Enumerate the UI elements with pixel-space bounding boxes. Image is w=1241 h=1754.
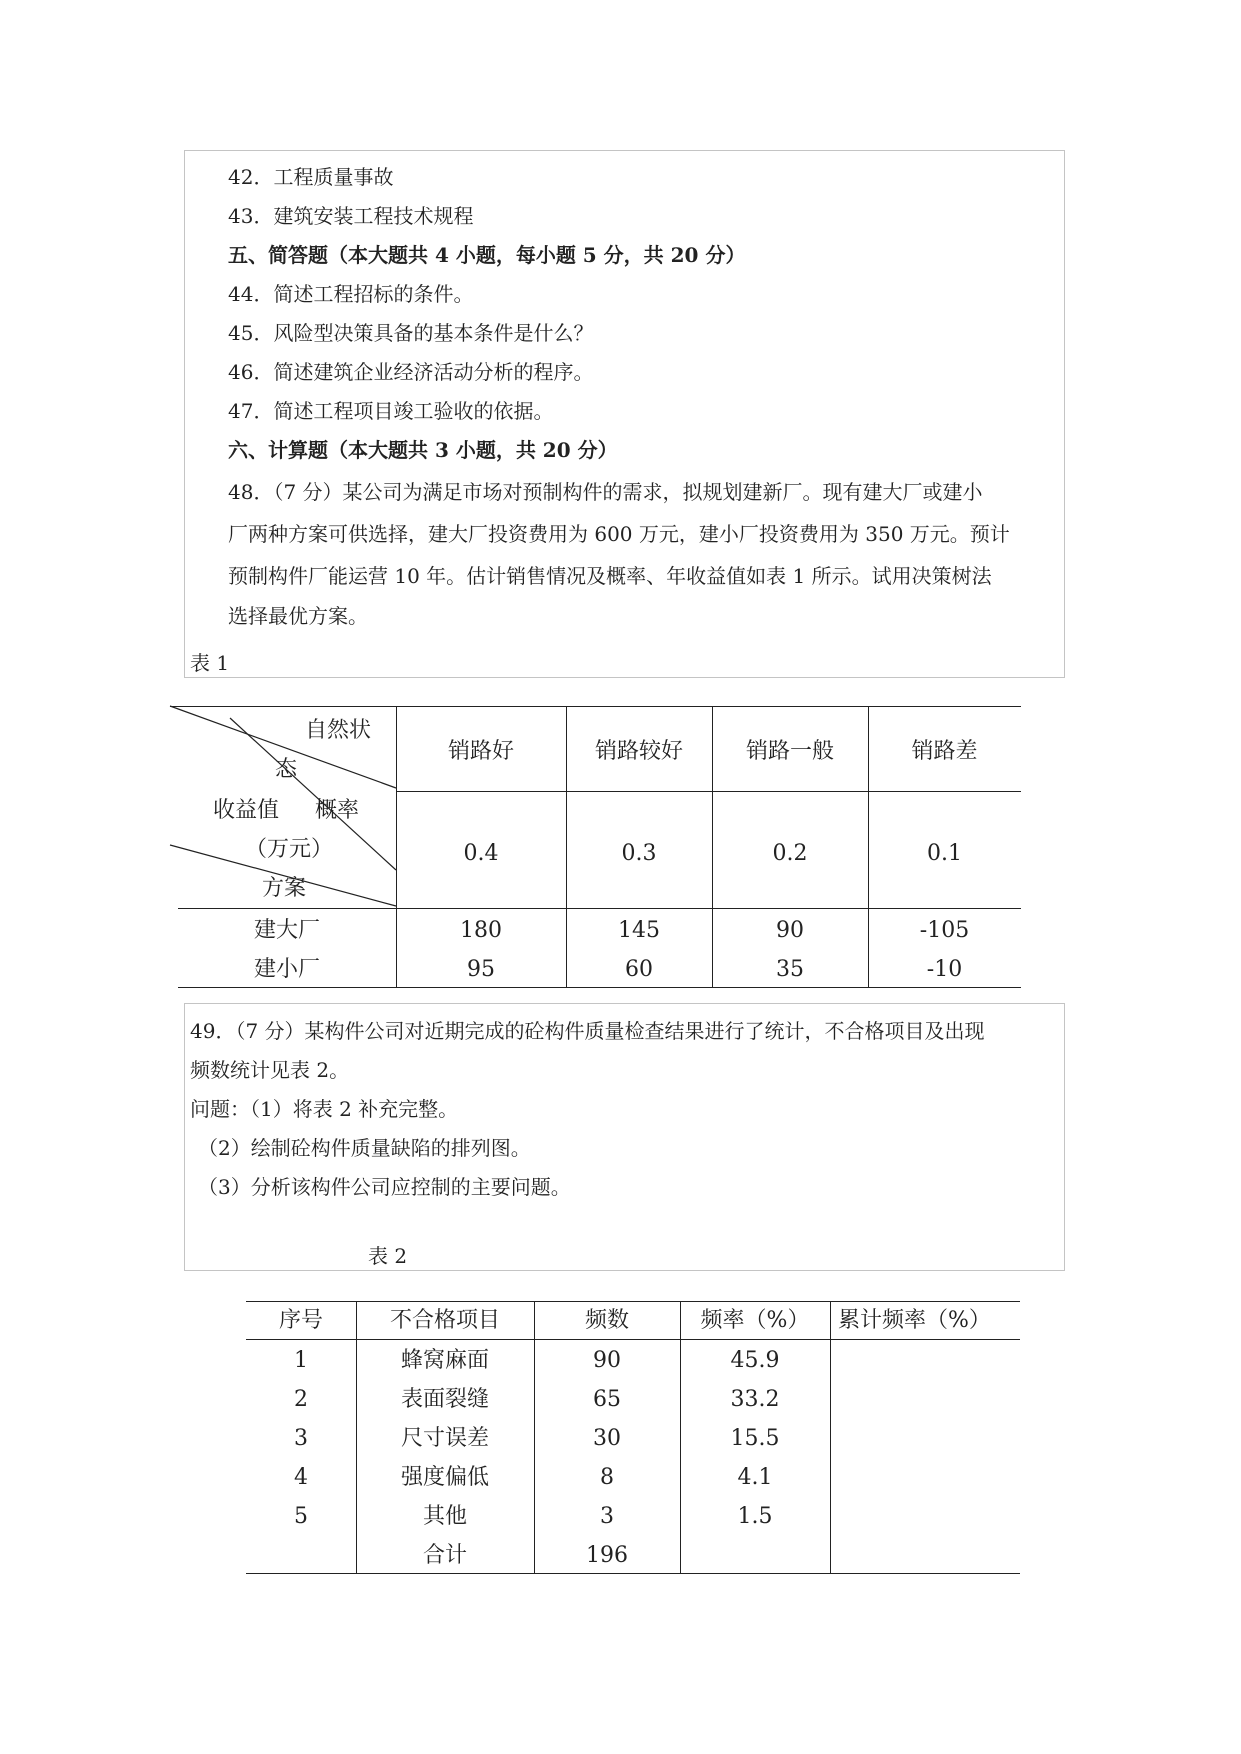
table-1-probability: 0.1: [927, 841, 962, 866]
table-2-header-rule: [246, 1339, 1020, 1340]
question-48-line-2: 厂两种方案可供选择，建大厂投资费用为 600 万元，建小厂投资费用为 350 万元。预计: [228, 522, 1010, 546]
table-2-total-value: 196: [586, 1543, 628, 1568]
question-49-line-4: （2）绘制砼构件质量缺陷的排列图。: [198, 1136, 531, 1160]
table-1-cell: 90: [776, 918, 804, 943]
table-2-cell: 蜂窝麻面: [400, 1348, 489, 1373]
question-45: 45．风险型决策具备的基本条件是什么？: [228, 321, 594, 345]
table-2-header: 累计频率（%）: [838, 1308, 991, 1333]
corner-state-bottom: 态: [275, 757, 298, 782]
table-2-cell: 33.2: [730, 1387, 780, 1412]
table-2-cell: 表面裂缝: [400, 1387, 489, 1412]
table-2-cell: 4.1: [737, 1465, 773, 1490]
table-1-cell: -105: [919, 918, 970, 943]
table-1-header: 销路好: [447, 739, 514, 764]
table-1-probability: 0.2: [772, 841, 808, 866]
corner-state-top: 自然状: [305, 718, 372, 743]
table-2-cell: 3: [600, 1504, 614, 1529]
item-42: 42．工程质量事故: [228, 165, 394, 189]
section-heading-5: 五、简答题（本大题共 4 小题，每小题 5 分，共 20 分）: [228, 243, 746, 267]
table-1-cell: 145: [618, 918, 660, 943]
table-1-label: 表 1: [190, 651, 230, 675]
table-2-header: 频率（%）: [700, 1308, 810, 1333]
table-2-cell: 15.5: [730, 1426, 780, 1451]
table-2-header: 序号: [278, 1308, 323, 1333]
table-1-cell: 60: [625, 957, 653, 982]
table-1-probability: 0.4: [463, 841, 499, 866]
table-2-col-divider: [830, 1301, 831, 1573]
corner-income: 收益值: [213, 798, 280, 823]
table-1-row-name: 建小厂: [253, 957, 320, 982]
table-1-cell: 35: [776, 957, 804, 982]
table-2-cell: 30: [593, 1426, 621, 1451]
table-2-cell: 3: [294, 1426, 308, 1451]
question-49-line-3: 问题：（1）将表 2 补充完整。: [190, 1097, 459, 1121]
table-2-cell: 强度偏低: [400, 1465, 489, 1490]
table-2-cell: 90: [593, 1348, 621, 1373]
table-1-cell: 95: [467, 957, 495, 982]
table-1-header: 销路差: [911, 739, 978, 764]
question-49-line-1: 49．（7 分）某构件公司对近期完成的砼构件质量检查结果进行了统计，不合格项目及出现: [190, 1019, 985, 1043]
table-2-cell: 其他: [422, 1504, 467, 1529]
table-2-label: 表 2: [368, 1244, 408, 1268]
table-2-header: 频数: [584, 1308, 629, 1333]
table-2-cell: 45.9: [730, 1348, 780, 1373]
corner-unit: （万元）: [245, 837, 334, 862]
table-2-cell: 1.5: [737, 1504, 773, 1529]
table-2-total-label: 合计: [422, 1543, 467, 1568]
table-2-cell: 5: [294, 1504, 308, 1529]
table-2-cell: 4: [294, 1465, 308, 1490]
table-2-cell: 尺寸误差: [400, 1426, 489, 1451]
question-49-line-5: （3）分析该构件公司应控制的主要问题。: [198, 1175, 571, 1199]
table-2-cell: 8: [600, 1465, 614, 1490]
question-48-line-4: 选择最优方案。: [228, 604, 368, 628]
corner-probability: 概率: [315, 798, 360, 823]
question-48-line-3: 预制构件厂能运营 10 年。估计销售情况及概率、年收益值如表 1 所示。试用决策树法: [228, 564, 992, 588]
table-1-cell: -10: [926, 957, 963, 982]
table-2-top-rule: [246, 1301, 1020, 1302]
item-43: 43．建筑安装工程技术规程: [228, 204, 474, 228]
table-2-cell: 2: [294, 1387, 308, 1412]
table-2-bottom-rule: [246, 1573, 1020, 1574]
table-2-cell: 65: [593, 1387, 621, 1412]
table-1-row-name: 建大厂: [253, 918, 320, 943]
table-1-header: 销路较好: [594, 739, 683, 764]
question-47: 47．简述工程项目竣工验收的依据。: [228, 399, 554, 423]
corner-plan: 方案: [262, 876, 307, 901]
question-48-line-1: 48．（7 分）某公司为满足市场对预制构件的需求，拟规划建新厂。现有建大厂或建小: [228, 480, 983, 504]
table-1-cell: 180: [460, 918, 502, 943]
question-49-line-2: 频数统计见表 2。: [190, 1058, 350, 1082]
table-2-header: 不合格项目: [389, 1308, 500, 1333]
table-1-header: 销路一般: [745, 739, 834, 764]
question-44: 44．简述工程招标的条件。: [228, 282, 474, 306]
table-1-probability: 0.3: [621, 841, 657, 866]
section-heading-6: 六、计算题（本大题共 3 小题，共 20 分）: [228, 438, 618, 462]
question-46: 46．简述建筑企业经济活动分析的程序。: [228, 360, 594, 384]
table-2-cell: 1: [294, 1348, 308, 1373]
